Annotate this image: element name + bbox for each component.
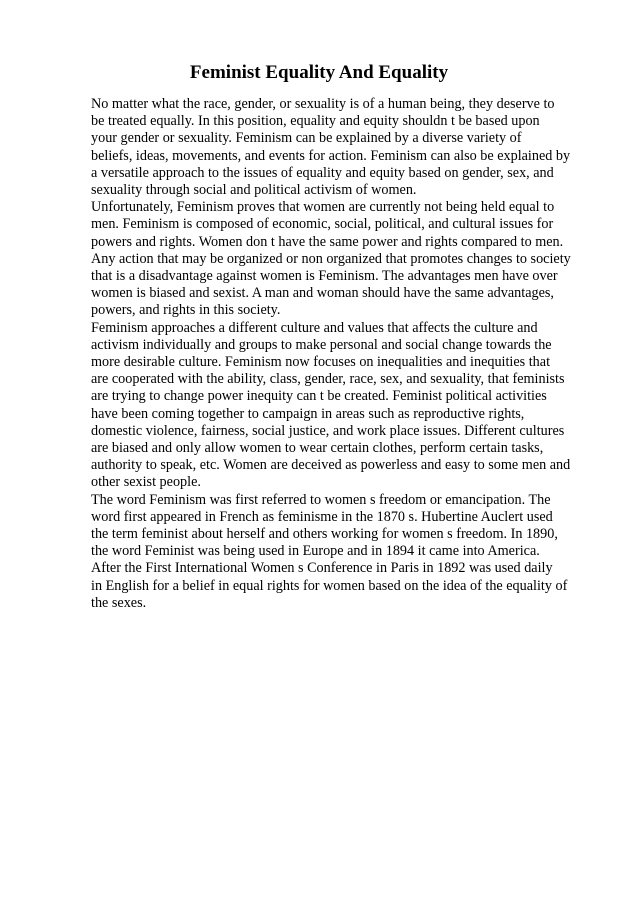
text-line: your gender or sexuality. Feminism can be explained by a diverse variety of: [91, 130, 522, 147]
text-line: are biased and only allow women to wear certain clothes, perform certain tasks,: [91, 440, 544, 457]
document-body: [91, 96, 591, 612]
text-line: the term feminist about herself and others working for women s freedom. In 1890,: [91, 526, 558, 543]
text-line: a versatile approach to the issues of equality and equity based on gender, sex, and: [91, 164, 554, 181]
text-line: more desirable culture. Feminism now focuses on inequalities and inequities that: [91, 354, 551, 371]
text-line: word first appeared in French as feminisme in the 1870 s. Hubertine Auclert used: [91, 508, 553, 525]
text-line: After the First International Women s Conference in Paris in 1892 was used daily: [91, 560, 553, 577]
text-line: The word Feminism was first referred to women s freedom or emancipation. The: [91, 491, 551, 508]
text-line: the word Feminist was being used in Europe and in 1894 it came into America.: [91, 543, 540, 560]
text-line: that is a disadvantage against women is Feminism. The advantages men have over: [91, 268, 558, 285]
page-title: Feminist Equality And Equality: [189, 62, 449, 83]
text-line: in English for a belief in equal rights for women based on the idea of the equality of: [91, 577, 568, 594]
text-line: be treated equally. In this position, equality and equity shouldn t be based upon: [91, 113, 540, 130]
text-line: Unfortunately, Feminism proves that women are currently not being held equal to: [91, 199, 555, 216]
text-line: men. Feminism is composed of economic, social, political, and cultural issues for: [91, 216, 554, 233]
text-line: beliefs, ideas, movements, and events for action. Feminism can also be explained by: [91, 147, 571, 164]
text-line: domestic violence, fairness, social justice, and work place issues. Different cultures: [91, 422, 565, 439]
paragraph-4: [91, 492, 591, 612]
text-line: have been coming together to campaign in areas such as reproductive rights,: [91, 405, 525, 422]
text-line: Feminism approaches a different culture and values that affects the culture and: [91, 319, 538, 336]
text-line: women is biased and sexist. A man and woman should have the same advantages,: [91, 285, 554, 302]
paragraph-1: [91, 96, 591, 199]
paragraph-2: [91, 199, 591, 319]
text-line: activism individually and groups to make personal and social change towards the: [91, 336, 552, 353]
text-line: powers, and rights in this society.: [91, 302, 281, 319]
text-line: sexuality through social and political activism of women.: [91, 182, 417, 199]
text-line: the sexes.: [91, 594, 147, 611]
text-line: No matter what the race, gender, or sexuality is of a human being, they deserve to: [91, 96, 555, 112]
text-line: powers and rights. Women don t have the same power and rights compared to men.: [91, 233, 564, 250]
text-line: Any action that may be organized or non organized that promotes changes to society: [91, 250, 571, 267]
text-line: are cooperated with the ability, class, gender, race, sex, and sexuality, that feminists: [91, 371, 565, 388]
paragraph-3: [91, 320, 591, 492]
text-line: are trying to change power inequity can t be created. Feminist political activities: [91, 388, 547, 405]
text-line: authority to speak, etc. Women are deceived as powerless and easy to some men and: [91, 457, 571, 474]
text-line: other sexist people.: [91, 474, 201, 491]
